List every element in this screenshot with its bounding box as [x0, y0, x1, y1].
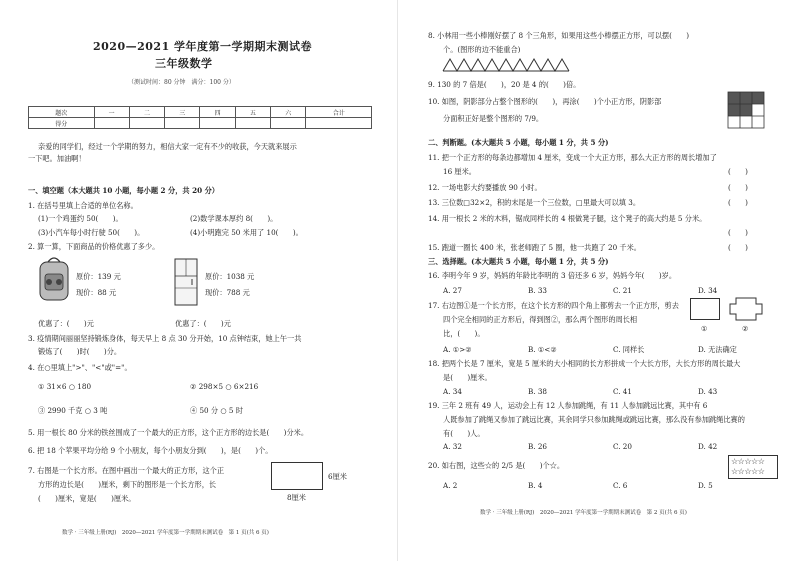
question-15: 15. 跑道一圈长 400 米，张老师跑了 5 圈，他一共跑了 20 千米。 — [428, 243, 641, 252]
exam-subtitle: 三年级数学 — [155, 57, 213, 70]
option-18a[interactable]: A. 34 — [443, 387, 462, 396]
question-20: 20. 如右图，这些☆的 2/5 是( )个☆。 — [428, 461, 565, 470]
option-16b[interactable]: B. 33 — [528, 286, 547, 295]
question-17-line-2: 四个完全相同的正方形后，得到图②，那么两个图形的周长相 — [443, 315, 638, 324]
option-17d[interactable]: D. 无法确定 — [698, 345, 737, 354]
intro-line-1: 亲爱的同学们，经过一个学期的努力，相信大家一定有不少的收获，今天就来展示 — [38, 142, 297, 151]
question-4b: ② 298×5 ○ 6×216 — [190, 382, 259, 391]
option-18c[interactable]: C. 41 — [613, 387, 632, 396]
question-7-line-2: 方形的边长是( )厘米，剩下的图形是一个长方形，长 — [38, 480, 217, 489]
table-cell: 三 — [165, 107, 200, 118]
rectangle-height-label: 6厘米 — [328, 472, 347, 481]
score-table — [28, 106, 372, 129]
stars-row-2: ☆☆☆☆☆ — [731, 467, 765, 476]
option-19a[interactable]: A. 32 — [443, 442, 462, 451]
question-4: 4. 在○里填上">"、"<"或"="。 — [28, 363, 132, 372]
question-4d: ④ 50 分 ○ 5 时 — [190, 406, 243, 415]
question-9: 9. 130 的 7 倍是( )，20 是 4 的( )倍。 — [428, 80, 581, 89]
option-20d[interactable]: D. 5 — [698, 481, 713, 490]
question-14: 14. 用一根长 2 米的木料，锯成同样长的 4 根做凳子腿，这个凳子的高大约是 5 分米。 — [428, 214, 707, 223]
question-19-line-3: 有( )人。 — [443, 429, 485, 438]
score-cell[interactable] — [271, 118, 306, 129]
question-1: 1. 在括号里填上合适的单位名称。 — [28, 201, 138, 210]
score-cell[interactable] — [306, 118, 372, 129]
figure-2-cross-shape — [730, 298, 762, 320]
table-cell: 题次 — [29, 107, 95, 118]
discount-answer-2: 优惠了：( )元 — [175, 319, 231, 328]
question-19-line-1: 19. 三年 2 班有 49 人，运动会上有 12 人参加跳绳，有 11 人参加跳远比赛，其中有 6 — [428, 401, 708, 410]
question-19-line-2: 人既参加了跳绳又参加了跳远比赛，其余同学只参加跳绳或跳远比赛，那么没有参加跳绳比赛的 — [443, 415, 745, 424]
right-page — [397, 0, 794, 561]
table-cell: 五 — [235, 107, 270, 118]
right-footer: 数学 · 三年级上册(RJ) 2020—2021 学年度第一学期期末测试卷 第 2 页(共 6 页) — [480, 510, 687, 516]
table-cell: 四 — [200, 107, 235, 118]
backpack-current-price: 现价：88 元 — [76, 288, 117, 297]
shaded-grid-figure — [728, 92, 764, 128]
question-4c: ③ 2990 千克 ○ 3 吨 — [38, 406, 108, 415]
option-19b[interactable]: B. 26 — [528, 442, 547, 451]
judge-answer-11[interactable]: ( ) — [728, 167, 748, 176]
score-table-header — [29, 107, 372, 118]
question-3-line-1: 3. 疫情期间丽丽坚持锻炼身体，每天早上 8 点 30 分开始，10 点钟结束，她上午一共 — [28, 334, 302, 343]
judge-answer-12[interactable]: ( ) — [728, 183, 748, 192]
table-cell: 合计 — [306, 107, 372, 118]
question-4a: ① 31×6 ○ 180 — [38, 382, 92, 391]
question-1c: (3)小汽车每小时行驶 50( )。 — [38, 228, 145, 237]
option-18b[interactable]: B. 38 — [528, 387, 547, 396]
rectangle-figure — [271, 462, 323, 490]
table-cell: 得分 — [29, 118, 95, 129]
figure-1-label: ① — [701, 324, 708, 333]
score-cell[interactable] — [200, 118, 235, 129]
table-cell: 二 — [129, 107, 164, 118]
rectangle-width-label: 8厘米 — [287, 493, 306, 502]
question-18-line-2: 是( )厘米。 — [443, 373, 492, 382]
option-17c[interactable]: C. 同样长 — [613, 345, 645, 354]
question-18-line-1: 18. 把两个长是 7 厘米，宽是 5 厘米的大小相同的长方形拼成一个大长方形，大长方形的周长最大 — [428, 359, 741, 368]
fridge-current-price: 现价：788 元 — [205, 288, 250, 297]
figure-2-label: ② — [742, 324, 749, 333]
option-20a[interactable]: A. 2 — [443, 481, 458, 490]
question-5: 5. 用一根长 80 分米的铁丝围成了一个最大的正方形，这个正方形的边长是( )分米。 — [28, 428, 309, 437]
question-1b: (2)数学课本厚约 8( )。 — [190, 214, 278, 223]
score-cell[interactable] — [94, 118, 129, 129]
question-1d: (4)小明跑完 50 米用了 10( )。 — [190, 228, 303, 237]
question-11-line-1: 11. 把一个正方形的每条边都增加 4 厘米，变成一个大正方形，那么大正方形的周长增加了 — [428, 153, 717, 162]
option-19c[interactable]: C. 20 — [613, 442, 632, 451]
option-18d[interactable]: D. 43 — [698, 387, 718, 396]
option-17a[interactable]: A. ①>② — [443, 345, 472, 354]
fridge-original-price: 原价：1038 元 — [205, 272, 255, 281]
question-10-line-2: 分面积正好是整个图形的 7/9。 — [443, 114, 544, 123]
exam-title: 2020—2021 学年度第一学期期末测试卷 — [93, 40, 313, 53]
judge-answer-14[interactable]: ( ) — [728, 228, 748, 237]
section-2-heading: 二、判断题。(本大题共 5 小题，每小题 1 分，共 5 分) — [428, 138, 609, 147]
question-17-line-1: 17. 右边图①是一个长方形，在这个长方形的四个角上都剪去一个正方形，剪去 — [428, 301, 679, 310]
fridge-image — [174, 258, 198, 306]
option-17b[interactable]: B. ①<② — [528, 345, 557, 354]
section-1-heading: 一、填空题（本大题共 10 小题，每小题 2 分，共 20 分） — [28, 186, 219, 195]
option-19d[interactable]: D. 42 — [698, 442, 718, 451]
question-8-line-1: 8. 小林用一些小棒刚好摆了 8 个三角形，如果用这些小棒摆正方形，可以摆( ) — [428, 31, 690, 40]
stars-box — [728, 455, 778, 479]
option-16d[interactable]: D. 34 — [698, 286, 718, 295]
question-2: 2. 算一算，下面商品的价格优惠了多少。 — [28, 242, 160, 251]
question-7-line-1: 7. 右图是一个长方形。在图中画出一个最大的正方形，这个正 — [28, 466, 225, 475]
figure-1-rectangle — [690, 298, 720, 320]
option-20c[interactable]: C. 6 — [613, 481, 628, 490]
intro-line-2: 一下吧。加油啊！ — [28, 154, 86, 163]
triangle-row — [443, 58, 573, 72]
backpack-image — [36, 256, 72, 302]
question-3-line-2: 锻炼了( )时( )分。 — [38, 347, 122, 356]
score-cell[interactable] — [129, 118, 164, 129]
question-17-line-3: 比，( )。 — [443, 329, 485, 338]
section-3-heading: 三、选择题。(本大题共 5 小题，每小题 1 分，共 5 分) — [428, 257, 609, 266]
option-20b[interactable]: B. 4 — [528, 481, 543, 490]
question-12: 12. 一场电影大约要播放 90 小时。 — [428, 183, 542, 192]
exam-info: （测试时间：80 分钟 满分：100 分） — [128, 79, 235, 86]
backpack-original-price: 原价：139 元 — [76, 272, 121, 281]
question-11-line-2: 16 厘米。 — [443, 167, 476, 176]
question-7-line-3: ( )厘米，宽是( )厘米。 — [38, 494, 136, 503]
question-13: 13. 三位数□32×2，积的末尾是一个三位数，□里最大可以填 3。 — [428, 198, 641, 207]
table-cell: 一 — [94, 107, 129, 118]
question-16: 16. 李明今年 9 岁，妈妈的年龄比李明的 3 倍还多 6 岁，妈妈今年( )岁。 — [428, 271, 677, 280]
question-8-line-2: 个。(图形的边不能重合) — [443, 45, 521, 54]
discount-answer-1: 优惠了：( )元 — [38, 319, 94, 328]
score-table-row — [29, 118, 372, 129]
judge-answer-15[interactable]: ( ) — [728, 243, 748, 252]
left-footer: 数学 · 三年级上册(RJ) 2020—2021 学年度第一学期期末测试卷 第 1 页(共 6 页) — [62, 530, 269, 536]
question-10-line-1: 10. 如图，阴影部分占整个图形的( )，再涂( )个小正方形，阴影部 — [428, 97, 662, 106]
table-cell: 六 — [271, 107, 306, 118]
question-6: 6. 把 18 个苹果平均分给 9 个小朋友，每个小朋友分到( )，是( )个。 — [28, 446, 273, 455]
option-16a[interactable]: A. 27 — [443, 286, 462, 295]
judge-answer-13[interactable]: ( ) — [728, 198, 748, 207]
score-cell[interactable] — [235, 118, 270, 129]
option-16c[interactable]: C. 21 — [613, 286, 632, 295]
score-cell[interactable] — [165, 118, 200, 129]
stars-row-1: ☆☆☆☆☆ — [731, 457, 765, 466]
question-1a: (1)一个鸡蛋约 50( )。 — [38, 214, 123, 223]
